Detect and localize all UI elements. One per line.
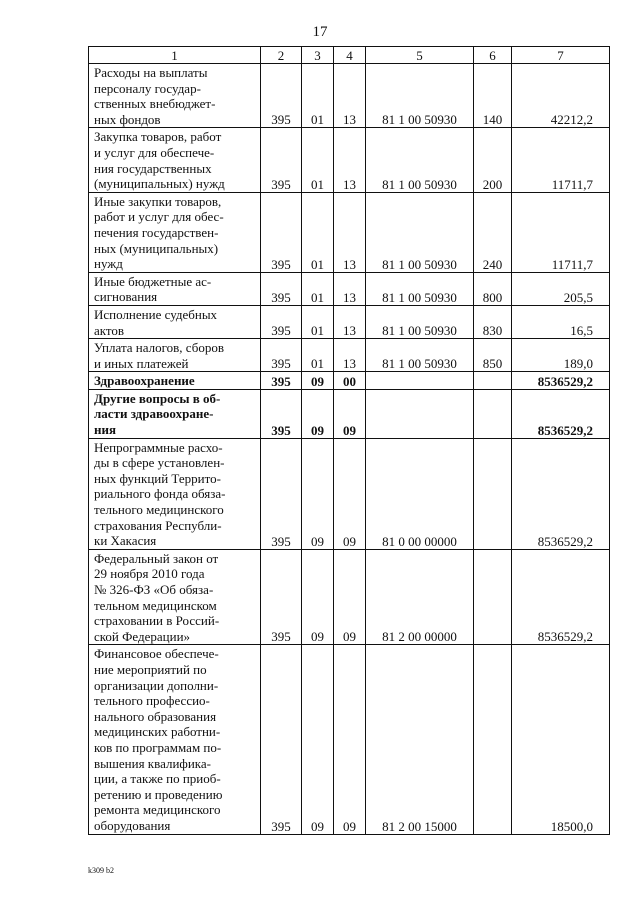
cell-section: 09 — [302, 389, 334, 438]
cell-item-name: Исполнение судебных актов — [89, 305, 261, 338]
cell-target-article: 81 1 00 50930 — [366, 339, 474, 372]
cell-subsection: 13 — [334, 128, 366, 192]
cell-target-article: 81 1 00 50930 — [366, 305, 474, 338]
budget-table — [88, 46, 610, 835]
cell-item-name: Иные бюджетные ас- сигнования — [89, 272, 261, 305]
table-body — [89, 64, 610, 835]
cell-amount: 8536529,2 — [512, 549, 610, 645]
cell-amount: 11711,7 — [512, 192, 610, 272]
cell-admin-code: 395 — [261, 549, 302, 645]
table-row — [89, 372, 610, 390]
column-header-3: 3 — [302, 47, 334, 64]
cell-target-article: 81 2 00 15000 — [366, 645, 474, 834]
cell-expense-type — [474, 438, 512, 549]
cell-section: 09 — [302, 438, 334, 549]
cell-target-article: 81 2 00 00000 — [366, 549, 474, 645]
column-header-1: 1 — [89, 47, 261, 64]
table-row — [89, 389, 610, 438]
cell-target-article: 81 1 00 50930 — [366, 64, 474, 128]
cell-admin-code: 395 — [261, 372, 302, 390]
cell-section: 01 — [302, 128, 334, 192]
column-header-4: 4 — [334, 47, 366, 64]
document-code: k309 b2 — [88, 866, 114, 875]
cell-item-name: Расходы на выплаты персоналу государ- ственных внебюджет- ных фондов — [89, 64, 261, 128]
cell-item-name: Непрограммные расхо- ды в сфере установлен- ных функций Террито- риального фонда обяза- тельного медицинского страхования Республи- ки Хакасия — [89, 438, 261, 549]
cell-amount: 8536529,2 — [512, 389, 610, 438]
cell-subsection: 13 — [334, 192, 366, 272]
cell-item-name: Другие вопросы в об- ласти здравоохране- ния — [89, 389, 261, 438]
table-row — [89, 305, 610, 338]
table-row — [89, 438, 610, 549]
cell-amount: 18500,0 — [512, 645, 610, 834]
cell-item-name: Иные закупки товаров, работ и услуг для обес- печения государствен- ных (муниципальных) нужд — [89, 192, 261, 272]
column-header-5: 5 — [366, 47, 474, 64]
cell-admin-code: 395 — [261, 192, 302, 272]
cell-expense-type — [474, 389, 512, 438]
cell-expense-type: 200 — [474, 128, 512, 192]
cell-amount: 189,0 — [512, 339, 610, 372]
cell-expense-type — [474, 372, 512, 390]
cell-expense-type: 830 — [474, 305, 512, 338]
cell-expense-type: 140 — [474, 64, 512, 128]
cell-admin-code: 395 — [261, 272, 302, 305]
table-row — [89, 192, 610, 272]
table-header-row — [89, 47, 610, 64]
cell-subsection: 13 — [334, 272, 366, 305]
cell-subsection: 00 — [334, 372, 366, 390]
column-header-2: 2 — [261, 47, 302, 64]
cell-subsection: 13 — [334, 305, 366, 338]
cell-admin-code: 395 — [261, 645, 302, 834]
cell-section: 01 — [302, 64, 334, 128]
cell-admin-code: 395 — [261, 438, 302, 549]
cell-amount: 11711,7 — [512, 128, 610, 192]
cell-target-article: 81 0 00 00000 — [366, 438, 474, 549]
cell-section: 01 — [302, 192, 334, 272]
cell-item-name: Уплата налогов, сборов и иных платежей — [89, 339, 261, 372]
cell-expense-type: 850 — [474, 339, 512, 372]
cell-section: 01 — [302, 272, 334, 305]
column-header-7: 7 — [512, 47, 610, 64]
cell-subsection: 13 — [334, 339, 366, 372]
cell-section: 01 — [302, 305, 334, 338]
cell-admin-code: 395 — [261, 128, 302, 192]
cell-subsection: 09 — [334, 389, 366, 438]
table-row — [89, 272, 610, 305]
table-row — [89, 128, 610, 192]
cell-target-article — [366, 389, 474, 438]
cell-amount: 16,5 — [512, 305, 610, 338]
page-number: 17 — [312, 24, 328, 40]
cell-amount: 42212,2 — [512, 64, 610, 128]
cell-expense-type — [474, 645, 512, 834]
cell-amount: 8536529,2 — [512, 438, 610, 549]
table-row — [89, 64, 610, 128]
cell-item-name: Федеральный закон от 29 ноября 2010 года № 326-ФЗ «Об обяза- тельном медицинском страховании в Россий- ской Федерации» — [89, 549, 261, 645]
cell-subsection: 09 — [334, 438, 366, 549]
cell-admin-code: 395 — [261, 389, 302, 438]
cell-item-name: Финансовое обеспече- ние мероприятий по организации дополни- тельного профессио- нального образования медицинских работни- ков по программам по- вышения квалифика- ции, а также по приоб- ретению и проведению ремонта медицинского оборудования — [89, 645, 261, 834]
cell-section: 09 — [302, 549, 334, 645]
cell-subsection: 13 — [334, 64, 366, 128]
column-header-6: 6 — [474, 47, 512, 64]
cell-section: 09 — [302, 372, 334, 390]
cell-admin-code: 395 — [261, 64, 302, 128]
cell-subsection: 09 — [334, 645, 366, 834]
cell-expense-type: 800 — [474, 272, 512, 305]
cell-expense-type: 240 — [474, 192, 512, 272]
cell-target-article — [366, 372, 474, 390]
cell-amount: 8536529,2 — [512, 372, 610, 390]
cell-admin-code: 395 — [261, 305, 302, 338]
cell-subsection: 09 — [334, 549, 366, 645]
table-row — [89, 339, 610, 372]
cell-amount: 205,5 — [512, 272, 610, 305]
table-row — [89, 645, 610, 834]
cell-expense-type — [474, 549, 512, 645]
cell-item-name: Закупка товаров, работ и услуг для обеспече- ния государственных (муниципальных) нужд — [89, 128, 261, 192]
cell-admin-code: 395 — [261, 339, 302, 372]
cell-section: 01 — [302, 339, 334, 372]
cell-target-article: 81 1 00 50930 — [366, 128, 474, 192]
cell-item-name: Здравоохранение — [89, 372, 261, 390]
cell-target-article: 81 1 00 50930 — [366, 272, 474, 305]
cell-section: 09 — [302, 645, 334, 834]
table-row — [89, 549, 610, 645]
cell-target-article: 81 1 00 50930 — [366, 192, 474, 272]
